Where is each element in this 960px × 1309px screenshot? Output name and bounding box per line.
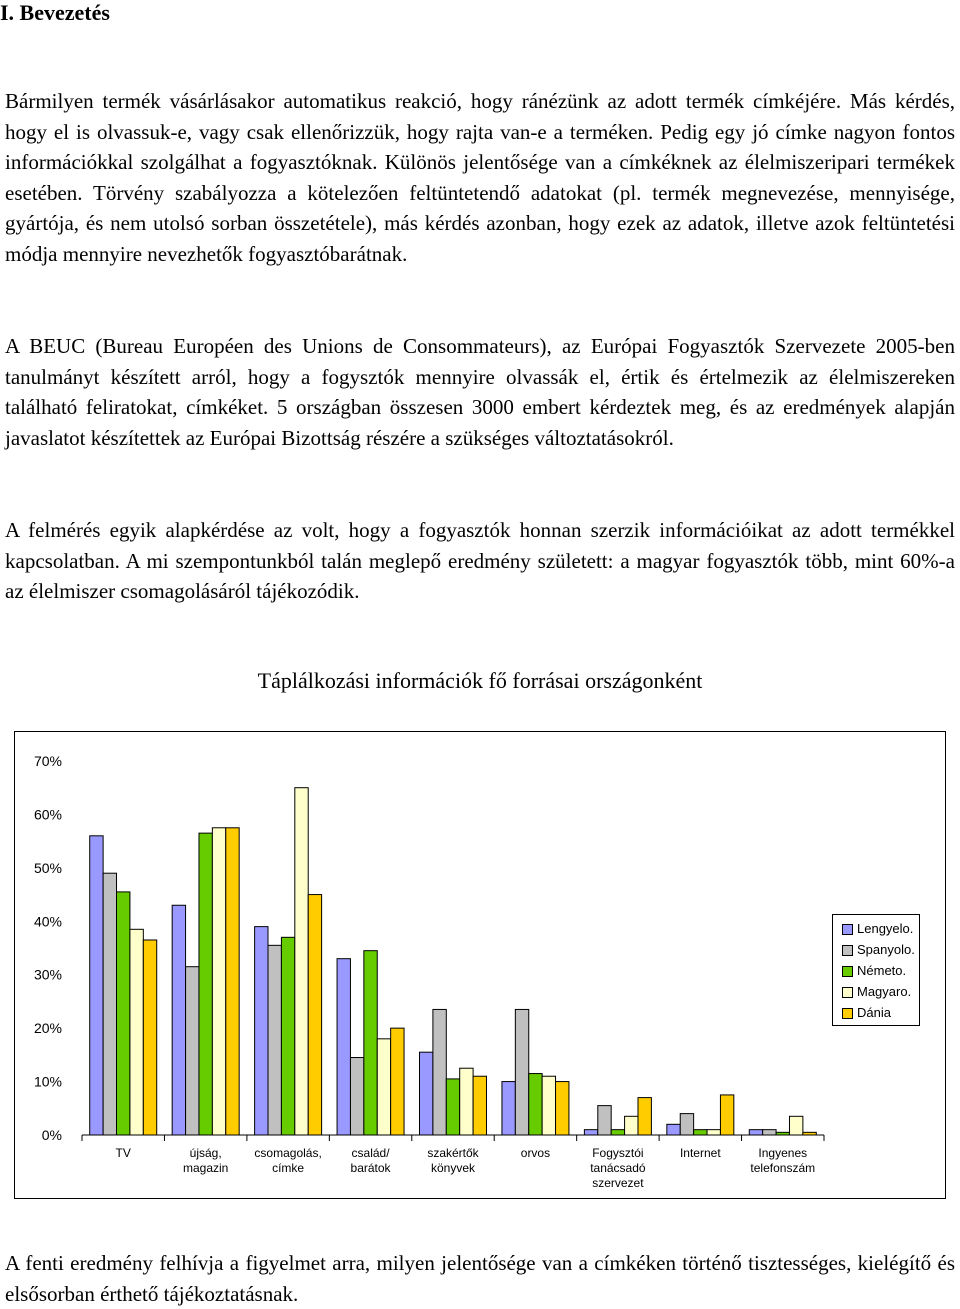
category-label: címke [272,1161,305,1175]
bar [433,1009,446,1135]
legend-swatch [842,924,853,935]
beuc-paragraph: A BEUC (Bureau Européen des Unions de Consommateurs), az Európai Fogyasztók Szervezete 2005-ben tanulmányt készített arról, hogy a fogysztók mennyire olvassák el, értik és értelmezik az élelmiszereken található feliratokat, címkéket. 5 országban összesen 3000 embert kérdeztek meg, és az eredmények alapján javaslatot készítettek az Európai Bizottság részére a szükséges változtatásokról. [5,334,955,450]
y-tick-label: 10% [33,1073,62,1090]
survey-paragraph: A felmérés egyik alapkérdése az volt, hogy a fogyasztók honnan szerzik információikat az adott termékkel kapcsolatban. A mi szempontunkból talán meglepő eredmény született: a magyar fogyasztók több, mint 60%-a az élelmiszer csomagolásáról tájékozódik. [5,518,955,603]
bar [308,895,321,1135]
legend-swatch [842,966,853,977]
bar [199,833,212,1135]
category-label: barátok [350,1161,391,1175]
bar [281,937,294,1135]
bar [391,1028,404,1135]
bar [364,951,377,1135]
bar [694,1130,707,1135]
chart-area [14,731,946,1199]
y-tick-label: 60% [33,806,62,823]
category-label: Fogysztói [592,1146,644,1160]
category-label: Ingyenes [758,1146,808,1160]
bar [117,892,130,1135]
bar [255,927,268,1135]
bar [611,1130,624,1135]
bar [749,1130,762,1135]
bar [776,1132,789,1135]
bar [446,1079,459,1135]
legend-label: Dánia [857,1005,891,1020]
chart-legend [832,914,920,1026]
bar [226,828,239,1135]
bar [803,1132,816,1135]
bar [420,1052,433,1135]
bar [638,1098,651,1135]
bar [584,1130,597,1135]
bar [515,1009,528,1135]
bar [502,1082,515,1135]
conclusion-paragraph: A fenti eredmény felhívja a figyelmet arra, milyen jelentősége van a címkéken történő tisztességes, kielégítő és elsősorban érthető tájékoztatásnak. [5,1251,955,1306]
category-label: Internet [679,1146,721,1160]
y-tick-label: 0% [41,1127,62,1143]
section-heading: I. Bevezetés [0,0,110,25]
legend-label: Lengyelo. [857,921,914,936]
legend-swatch [842,987,853,998]
bar [542,1076,555,1135]
bar [680,1114,693,1135]
bar [625,1116,638,1135]
bar [473,1076,486,1135]
bar [212,828,225,1135]
category-label: család/ [351,1146,390,1160]
legend-label: Spanyolo. [857,942,915,957]
bar [268,945,281,1135]
legend-label: Németo. [857,963,907,978]
category-label: csomagolás, [254,1146,322,1160]
y-tick-label: 70% [33,753,62,769]
y-tick-label: 50% [33,859,62,876]
bar [707,1130,720,1135]
bar [377,1039,390,1135]
bar [667,1124,680,1135]
category-label: szakértők [427,1146,479,1160]
legend-swatch [842,1008,853,1019]
y-tick-label: 40% [33,913,62,930]
bar [598,1106,611,1135]
legend-swatch [842,945,853,956]
y-tick-label: 20% [33,1020,62,1037]
bar [103,873,116,1135]
category-label: orvos [520,1146,551,1160]
legend-label: Magyaro. [857,984,912,999]
chart-title: Táplálkozási információk fő forrásai országonként [257,668,703,693]
bar [295,788,308,1135]
category-label: szervezet [592,1176,644,1190]
category-label: könyvek [430,1161,476,1175]
bar [337,959,350,1135]
bar-chart [14,731,946,1199]
bar [763,1130,776,1135]
bar [720,1095,733,1135]
bar [130,929,143,1135]
bar [90,836,103,1135]
bar [789,1116,802,1135]
category-label: telefonszám [750,1161,816,1175]
y-tick-label: 30% [33,966,62,983]
category-label: TV [115,1146,131,1160]
bar [460,1068,473,1135]
bar [143,940,156,1135]
bar [186,967,199,1135]
category-label: újság, [189,1146,222,1160]
bar [556,1082,569,1135]
category-label: tanácsadó [590,1161,646,1175]
intro-paragraph: Bármilyen termék vásárlásakor automatikus reakció, hogy ránézünk az adott termék címkéjére. Más kérdés, hogy el is olvassuk-e, vagy csak ellenőrizzük, hogy rajta van-e a terméken. Pedig egy jó címke nagyon fontos információkkal szolgálhat a fogyasztóknak. Különös jelentősége van a címkéknek az élelmiszeripari termékek esetében. Törvény szabályozza a kötelezően feltüntetendő adatokat (pl. termék megnevezése, mennyisége, gyártója, és nem utolsó sorban összetétele), más kérdés azonban, hogy ezek az adatok, illetve azok feltüntetési módja mennyire nevezhetők fogyasztóbarátnak. [5,89,955,266]
category-label: magazin [182,1161,229,1175]
bar [350,1058,363,1135]
bar [172,905,185,1135]
bar [529,1074,542,1135]
